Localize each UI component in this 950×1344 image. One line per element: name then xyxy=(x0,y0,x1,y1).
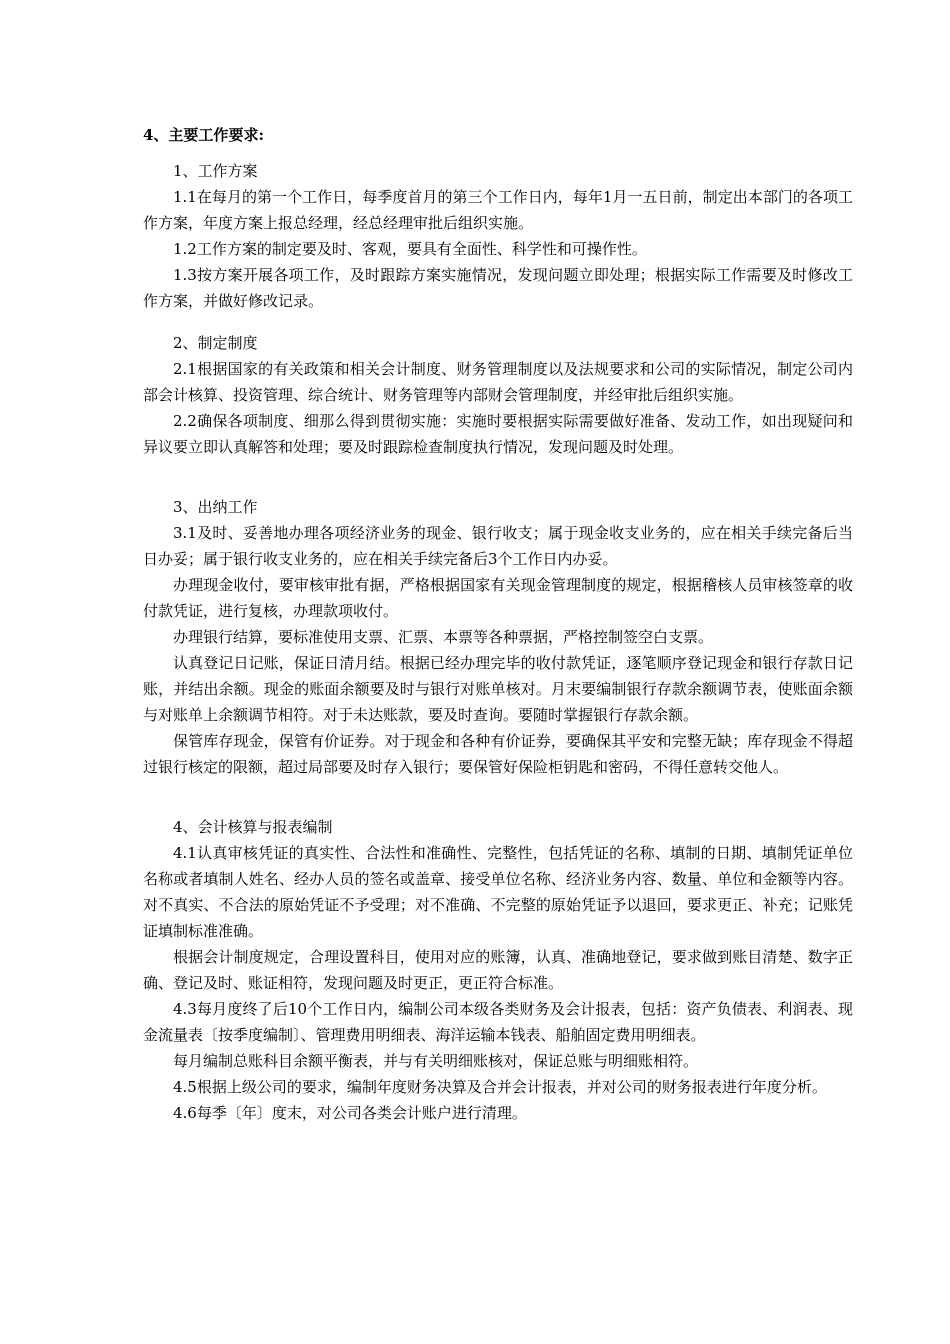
main-heading: 4、主要工作要求: xyxy=(143,126,264,144)
section-title: 4、会计核算与报表编制 xyxy=(173,818,333,836)
paragraph: 每月编制总账科目余额平衡表，并与有关明细账核对，保证总账与明细账相符。 xyxy=(173,1052,699,1070)
paragraph: 4.6每季〔年〕度末，对公司各类会计账户进行清理。 xyxy=(173,1104,527,1122)
paragraph: 1.1在每月的第一个工作日，每季度首月的第三个工作日内，每年1月一五日前，制定出本部门的各项工作方案，年度方案上报总经理，经总经理审批后组织实施。 xyxy=(143,188,853,232)
section-work-plan xyxy=(143,158,853,314)
paragraph: 认真登记日记账，保证日清月结。根据已经办理完毕的收付款凭证，逐笔顺序登记现金和银行存款日记账，并结出余额。现金的账面余额要及时与银行对账单核对。月末要编制银行存款余额调节表，使账面余额与对账单上余额调节相符。对于未达账款，要及时查询。要随时掌握银行存款余额。 xyxy=(143,654,853,724)
section-title: 3、出纳工作 xyxy=(173,498,258,516)
paragraph: 2.1根据国家的有关政策和相关会计制度、财务管理制度以及法规要求和公司的实际情况，制定公司内部会计核算、投资管理、综合统计、财务管理等内部财会管理制度，并经审批后组织实施。 xyxy=(143,360,853,404)
paragraph: 1.2工作方案的制定要及时、客观，要具有全面性、科学性和可操作性。 xyxy=(173,240,647,258)
paragraph: 1.3按方案开展各项工作，及时跟踪方案实施情况，发现问题立即处理；根据实际工作需要及时修改工作方案，并做好修改记录。 xyxy=(143,266,853,310)
section-accounting xyxy=(143,814,853,1126)
document-body xyxy=(143,122,853,1126)
paragraph: 保管库存现金，保管有价证券。对于现金和各种有价证券，要确保其平安和完整无缺；库存现金不得超过银行核定的限额，超过局部要及时存入银行；要保管好保险柜钥匙和密码，不得任意转交他人。 xyxy=(143,732,853,776)
paragraph: 办理银行结算，要标准使用支票、汇票、本票等各种票据，严格控制签空白支票。 xyxy=(173,628,714,646)
paragraph: 根据会计制度规定，合理设置科目，使用对应的账簿，认真、准确地登记，要求做到账目清楚、数字正确、登记及时、账证相符，发现问题及时更正，更正符合标准。 xyxy=(143,948,853,992)
section-regulations xyxy=(143,330,853,460)
paragraph: 4.3每月度终了后10个工作日内，编制公司本级各类财务及会计报表，包括：资产负债表、利润表、现金流量表〔按季度编制〕、管理费用明细表、海洋运输本钱表、船舶固定费用明细表。 xyxy=(143,1000,853,1044)
paragraph: 2.2确保各项制度、细那么得到贯彻实施：实施时要根据实际需要做好准备、发动工作，如出现疑问和异议要立即认真解答和处理；要及时跟踪检查制度执行情况，发现问题及时处理。 xyxy=(143,412,853,456)
paragraph: 4.1认真审核凭证的真实性、合法性和准确性、完整性，包括凭证的名称、填制的日期、填制凭证单位名称或者填制人姓名、经办人员的签名或盖章、接受单位名称、经济业务内容、数量、单位和金额等内容。对不真实、不合法的原始凭证不予受理；对不准确、不完整的原始凭证予以退回，要求更正、补充；记账凭证填制标准准确。 xyxy=(143,844,853,940)
section-cashier xyxy=(143,494,853,780)
section-title: 1、工作方案 xyxy=(173,162,258,180)
paragraph: 4.5根据上级公司的要求，编制年度财务决算及合并会计报表，并对公司的财务报表进行年度分析。 xyxy=(173,1078,827,1096)
paragraph: 3.1及时、妥善地办理各项经济业务的现金、银行收支；属于现金收支业务的，应在相关手续完备后当日办妥；属于银行收支业务的，应在相关手续完备后3个工作日内办妥。 xyxy=(143,524,853,568)
paragraph: 办理现金收付，要审核审批有据，严格根据国家有关现金管理制度的规定，根据稽核人员审核签章的收付款凭证，进行复核，办理款项收付。 xyxy=(143,576,853,620)
section-title: 2、制定制度 xyxy=(173,334,258,352)
